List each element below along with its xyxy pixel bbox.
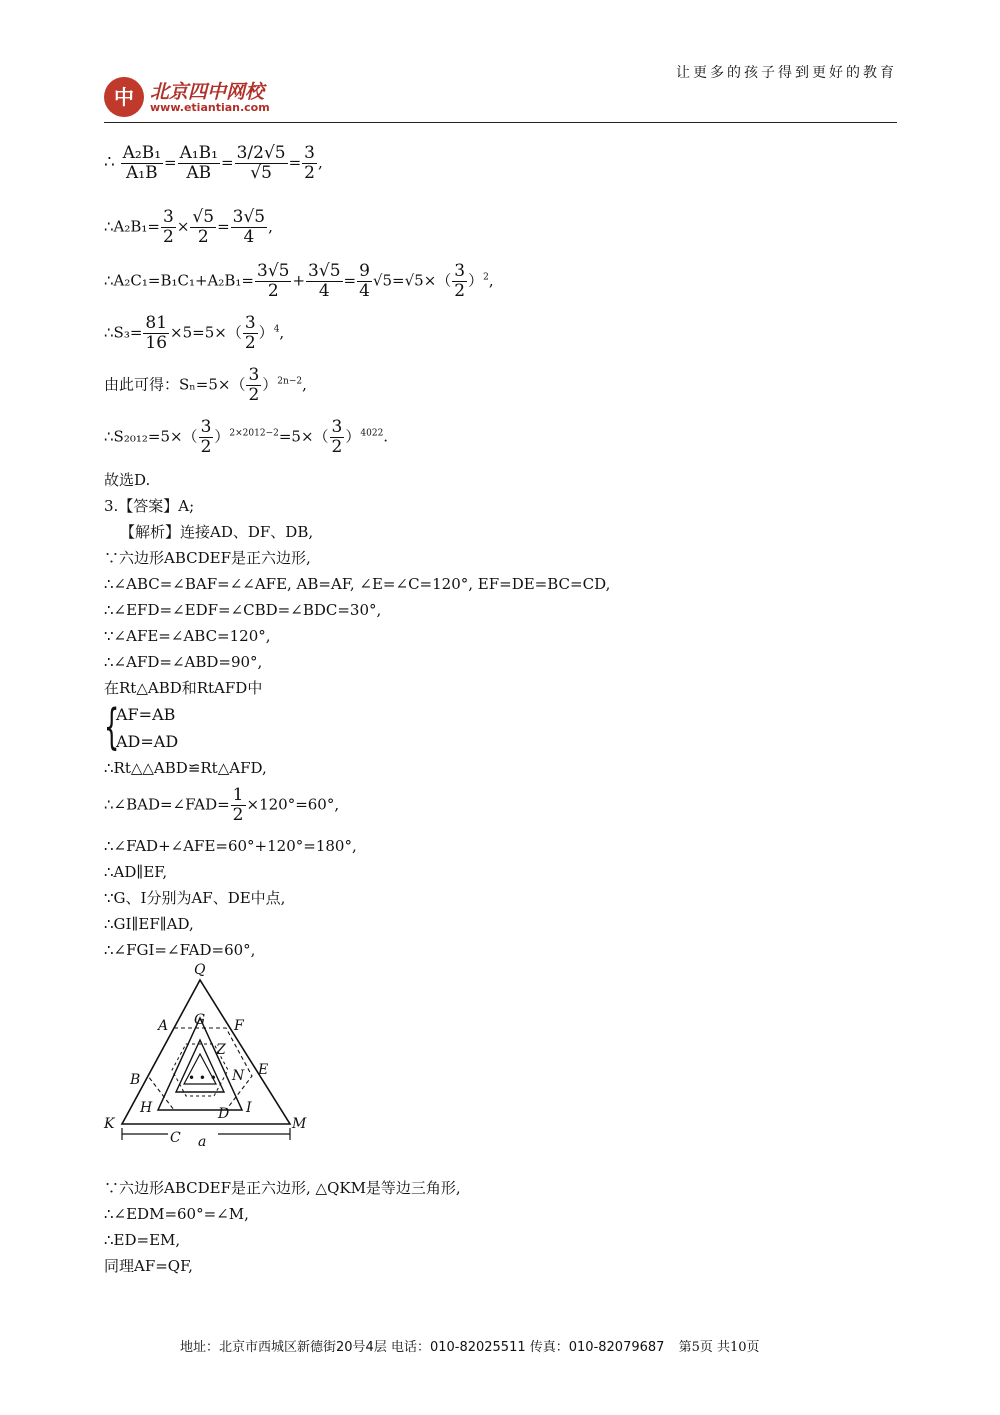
math-line-6: ∴S₂₀₁₂=5×（ $\frac{3}{2}$ ）$^{2\times 2012-2}$=5×（ $\frac{3}{2}$ ）$^{4022}$. [104,417,389,457]
text-line-25: ∴ED=EM, [104,1231,181,1249]
geometry-figure [100,958,320,1153]
label-a: A [158,1018,169,1034]
text-line-18: ∴∠FAD+∠AFE=60°+120°=180°, [104,837,357,855]
label-d: D [218,1106,230,1122]
analysis-heading: 【解析】连接AD、DF、DB, [120,523,314,541]
text-line-19: ∴AD∥EF, [104,863,168,881]
text-line-24: ∴∠EDM=60°=∠M, [104,1205,249,1223]
math-line-4: ∴S₃= $\frac{81}{16}$ ×5=5×（ $\frac{3}{2}$ ）$^4$, [104,313,285,353]
equation-row-1: AF=AB [116,705,176,724]
math-line-5: 由此可得：Sₙ=5×（ $\frac{3}{2}$ ）$^{2n-2}$, [104,365,307,405]
header-slogan: 让更多的孩子得到更好的教育 [676,65,897,81]
text-line-7: 故选D. [104,471,151,489]
equation-row-2: AD=AD [116,732,179,751]
text-line-15: 在Rt△ABD和RtAFD中 [104,679,263,697]
text-line-20: ∵G、I分别为AF、DE中点, [104,889,286,907]
logo-name: 北京四中网校 [150,81,265,103]
label-n: N [232,1068,245,1084]
text-line-26: 同理AF=QF, [104,1257,193,1275]
text-line-16: ∴Rt△△ABD≌Rt△AFD, [104,759,267,777]
footer [180,1336,760,1355]
text-line-14: ∴∠AFD=∠ABD=90°, [104,653,263,671]
label-f: F [234,1018,244,1034]
footer-address: 地址：北京市西城区新德街20号4层 电话：010-82025511 传真：010-82079687 [180,1340,665,1355]
answer-heading: 3.【答案】A; [104,497,195,515]
equation-system [104,699,234,755]
text-line-12: ∴∠EFD=∠EDF=∠CBD=∠BDC=30°, [104,601,382,619]
label-m: M [292,1116,307,1132]
label-h: H [140,1100,153,1116]
label-b: B [130,1072,141,1088]
math-line-17: ∴∠BAD=∠FAD= $\frac{1}{2}$ ×120°=60°, [104,785,340,825]
school-logo [104,77,284,119]
math-line-2: ∴A₂B₁= $\frac{3}{2}$ × $\frac{√5}{2}$ = $\frac{3√5}{4}$ , [104,207,273,247]
left-brace: { [104,699,120,755]
label-q: Q [194,962,206,978]
label-i: I [246,1100,252,1116]
label-e: E [258,1062,269,1078]
label-k: K [104,1116,115,1132]
math-line-1: ∴ $\frac{\text{A₂B₁}}{\text{A₁B}}$ = $\frac{\text{A₁B₁}}{AB}$ = $\frac{3/2√5}{√5}$ = $\frac{3}{2}$ , [104,143,323,183]
text-line-23: ∵六边形ABCDEF是正六边形, △QKM是等边三角形, [104,1179,461,1197]
page-number: 第5页 共10页 [678,1340,760,1355]
text-line-10: ∵六边形ABCDEF是正六边形, [104,549,311,567]
math-line-3: ∴A₂C₁=B₁C₁+A₂B₁= $\frac{3√5}{2}$ + $\frac{3√5}{4}$ = $\frac{9}{4}$ √5=√5×（ $\frac{3}{2}$ ）$^2$, [104,261,494,301]
text-line-22: ∴∠FGI=∠FAD=60°, [104,941,256,959]
ellipsis-dots: • • • [188,1071,217,1085]
label-c: C [170,1130,181,1146]
logo-emblem-icon: 中 [104,77,144,117]
text-line-21: ∴GI∥EF∥AD, [104,915,194,933]
logo-url: www.etiantian.com [150,101,270,114]
text-line-13: ∵∠AFE=∠ABC=120°, [104,627,271,645]
header-rule [104,122,897,123]
label-z: Z [216,1042,226,1058]
label-a-lower: a [198,1134,207,1150]
label-g: G [194,1012,206,1028]
text-line-11: ∴∠ABC=∠BAF=∠∠AFE, AB=AF, ∠E=∠C=120°, EF=DE=BC=CD, [104,575,611,593]
